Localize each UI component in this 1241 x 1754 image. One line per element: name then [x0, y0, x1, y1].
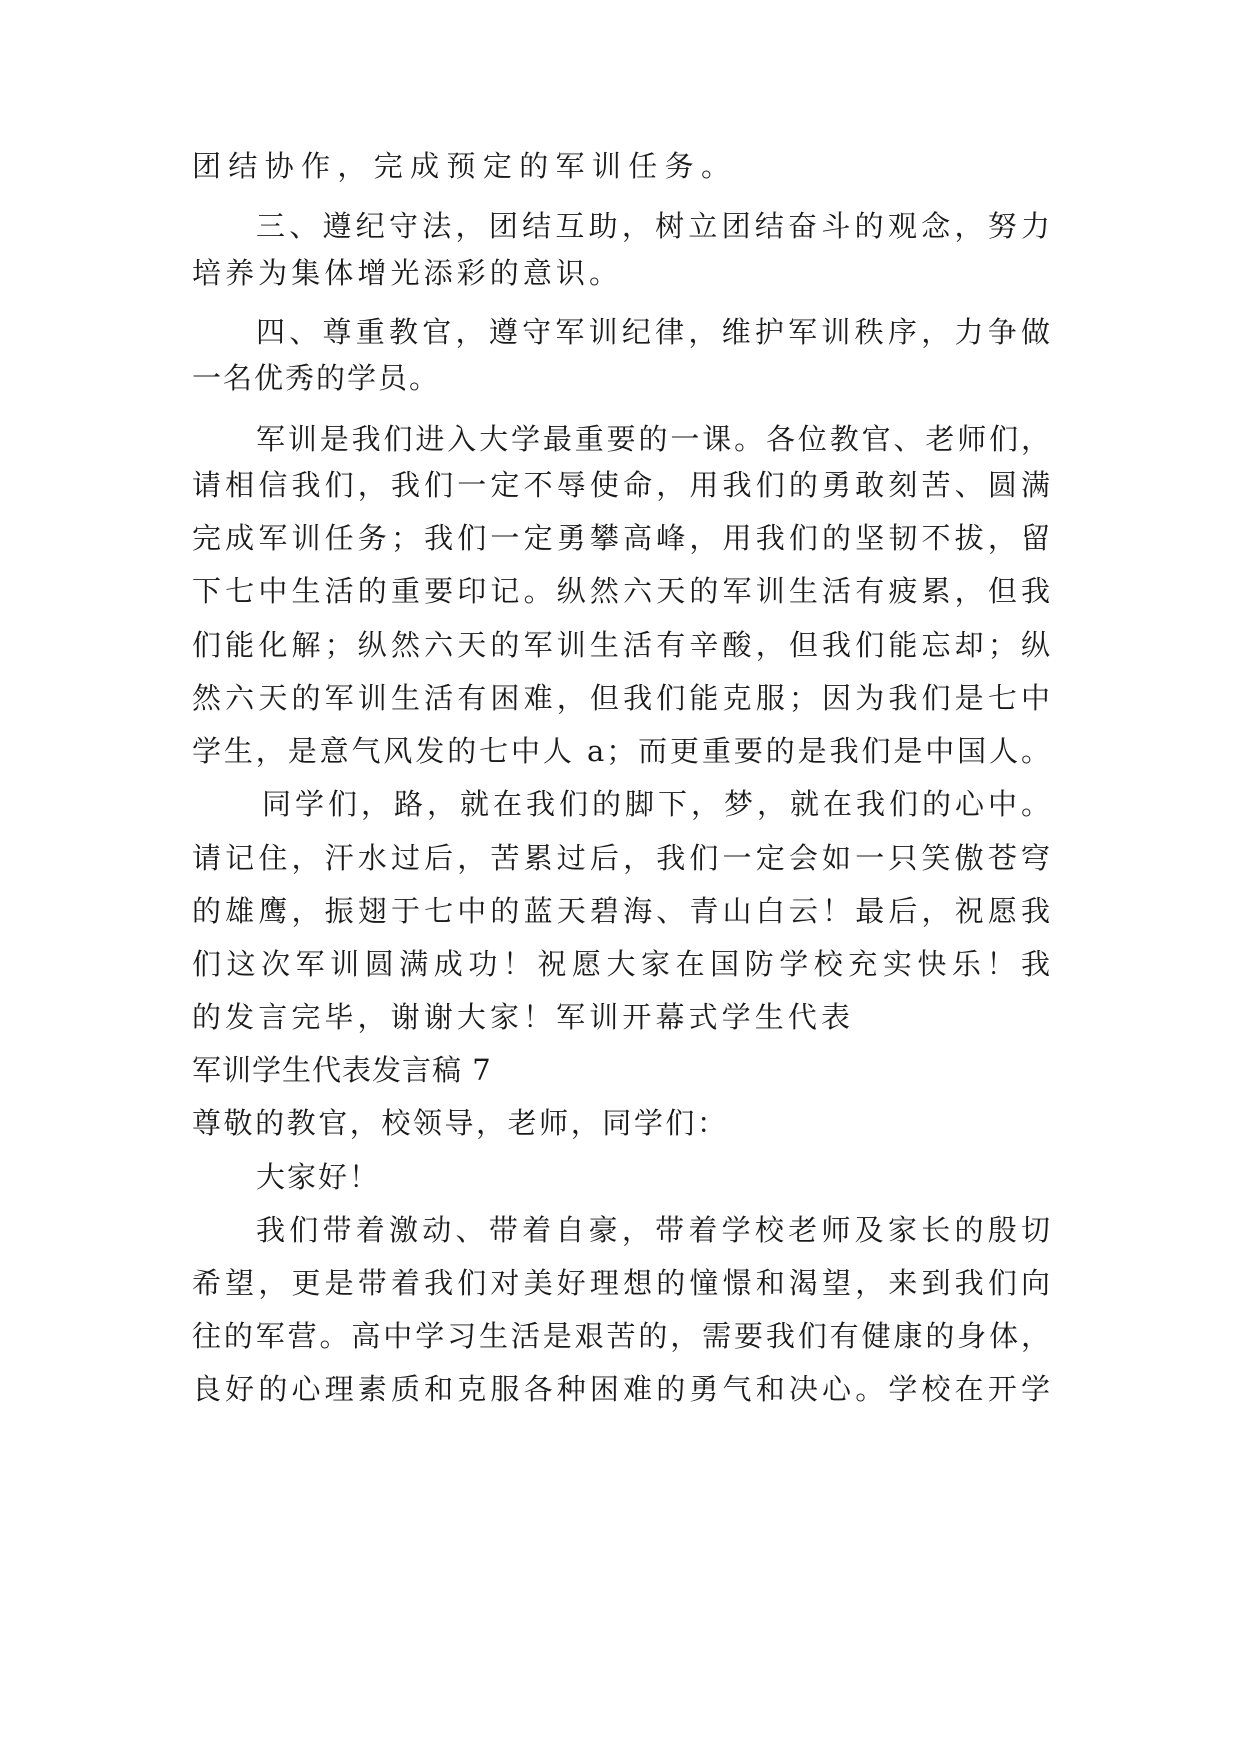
salutation: 尊敬的教官，校领导，老师，同学们： [192, 1106, 728, 1140]
text-line: 们这次军训圆满成功！祝愿大家在国防学校充实快乐！我 [192, 947, 1052, 981]
text-line: 完成军训任务；我们一定勇攀高峰，用我们的坚韧不拔，留 [192, 521, 1052, 555]
text-line: 然六天的军训生活有困难，但我们能克服；因为我们是七中 [192, 681, 1052, 715]
greeting: 大家好！ [256, 1160, 381, 1194]
text-line: 们能化解；纵然六天的军训生活有辛酸，但我们能忘却；纵 [192, 628, 1052, 662]
text-line: 四、尊重教官，遵守军训纪律，维护军训秩序，力争做 [256, 315, 1052, 349]
text-line: 同学们，路，就在我们的脚下，梦，就在我们的心中。 [262, 787, 1052, 821]
text-line: 学生，是意气风发的七中人 a；而更重要的是我们是中国人。 [192, 734, 1052, 768]
text-line: 往的军营。高中学习生活是艰苦的，需要我们有健康的身体， [192, 1319, 1052, 1353]
text-line: 我们带着激动、带着自豪，带着学校老师及家长的殷切 [256, 1213, 1052, 1247]
text-line: 的雄鹰，振翅于七中的蓝天碧海、青山白云！最后，祝愿我 [192, 894, 1052, 928]
text-line: 的发言完毕，谢谢大家！军训开幕式学生代表 [192, 1000, 852, 1034]
text-line: 请相信我们，我们一定不辱使命，用我们的勇敢刻苦、圆满 [192, 468, 1052, 502]
text-line: 请记住，汗水过后，苦累过后，我们一定会如一只笑傲苍穹 [192, 841, 1052, 875]
text-line: 一名优秀的学员。 [192, 361, 441, 395]
text-line: 下七中生活的重要印记。纵然六天的军训生活有疲累，但我 [192, 574, 1052, 608]
text-line: 希望，更是带着我们对美好理想的憧憬和渴望，来到我们向 [192, 1266, 1052, 1300]
text-line: 团结协作，完成预定的军训任务。 [192, 149, 732, 183]
text-line: 三、遵纪守法，团结互助，树立团结奋斗的观念，努力 [256, 209, 1052, 243]
text-line: 军训是我们进入大学最重要的一课。各位教官、老师们， [256, 422, 1052, 456]
text-line: 良好的心理素质和克服各种困难的勇气和决心。学校在开学 [192, 1372, 1052, 1406]
section-heading: 军训学生代表发言稿 7 [192, 1053, 492, 1087]
text-line: 培养为集体增光添彩的意识。 [192, 256, 620, 290]
